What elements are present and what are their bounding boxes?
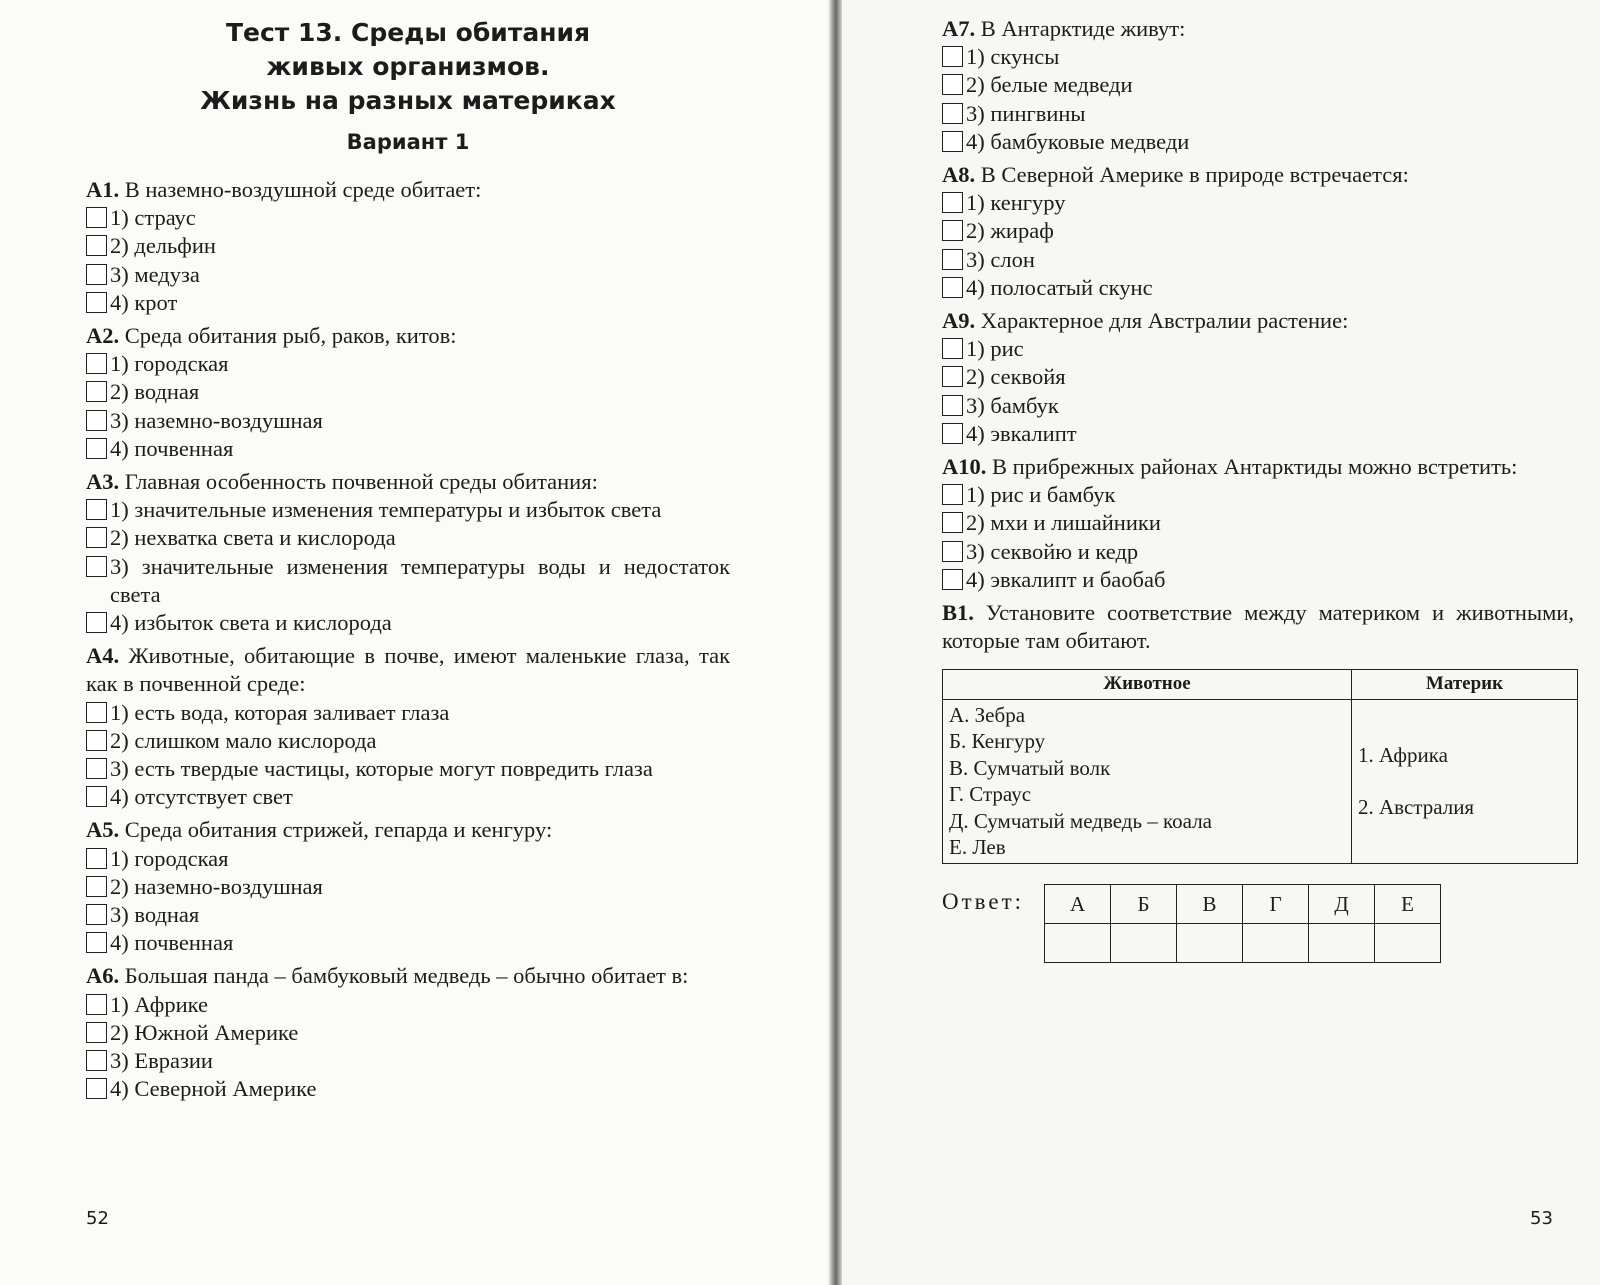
question-number: A7. [942, 16, 976, 41]
checkbox-icon[interactable] [942, 46, 963, 67]
question-number: A3. [86, 469, 120, 495]
animal-cell [943, 699, 1352, 863]
answer-option[interactable] [86, 699, 730, 727]
option-label: 1) Африке [110, 991, 208, 1017]
answer-option[interactable] [86, 1047, 730, 1075]
option-label: 4) почвенная [110, 435, 234, 461]
answer-letter: Г [1243, 884, 1309, 923]
question-a5 [86, 816, 730, 957]
checkbox-icon[interactable] [86, 730, 107, 751]
question-text [86, 816, 730, 844]
answer-option[interactable] [86, 783, 730, 811]
option-label: 1) значительные изменения температуры и избыток света [110, 497, 662, 523]
animal-item: В. Сумчатый волк [949, 755, 1111, 780]
option-label: 4) Северной Америке [110, 1076, 317, 1102]
checkbox-icon[interactable] [86, 292, 107, 313]
answer-input-cell[interactable] [1045, 923, 1111, 962]
answer-option[interactable] [942, 420, 1574, 448]
continent-item: 1. Африка [1358, 742, 1448, 767]
checkbox-icon[interactable] [86, 876, 107, 897]
continent-cell [1352, 699, 1578, 863]
option-label: 2) Южной Америке [110, 1019, 299, 1045]
checkbox-icon[interactable] [86, 758, 107, 779]
question-body: Среда обитания стрижей, гепарда и кенгуру: [124, 817, 553, 843]
checkbox-icon[interactable] [942, 484, 963, 505]
checkbox-icon[interactable] [86, 438, 107, 459]
question-number: B1. [942, 600, 974, 626]
answer-option[interactable] [86, 755, 730, 783]
question-text [942, 161, 1574, 189]
answer-option[interactable] [86, 261, 730, 289]
animal-item: А. Зебра [949, 702, 1026, 727]
option-label: 1) страус [110, 205, 196, 231]
answer-option[interactable] [942, 274, 1574, 302]
answer-option[interactable] [86, 350, 730, 378]
checkbox-icon[interactable] [86, 381, 107, 402]
answer-option[interactable] [942, 128, 1574, 156]
answer-option[interactable] [942, 566, 1574, 594]
question-number: A9. [942, 308, 976, 334]
answer-option[interactable] [86, 727, 730, 755]
question-number: A10. [942, 454, 987, 480]
checkbox-icon[interactable] [86, 1078, 107, 1099]
checkbox-icon[interactable] [86, 1022, 107, 1043]
checkbox-icon[interactable] [942, 220, 963, 241]
answer-option[interactable] [86, 232, 730, 260]
answer-letter: Д [1309, 884, 1375, 923]
option-label: 1) рис и бамбук [966, 482, 1116, 508]
question-body: Большая панда – бамбуковый медведь – обычно обитает в: [124, 963, 689, 989]
test-title [86, 16, 730, 118]
option-label: 1) есть вода, которая заливает глаза [110, 699, 450, 725]
question-text [942, 15, 1574, 43]
checkbox-icon[interactable] [942, 541, 963, 562]
checkbox-icon[interactable] [86, 353, 107, 374]
answer-input-cell[interactable] [1177, 923, 1243, 962]
answer-letter: Е [1375, 884, 1441, 923]
question-number: A8. [942, 162, 976, 188]
question-a10 [942, 453, 1574, 594]
answer-option[interactable] [86, 407, 730, 435]
answer-grid [1044, 884, 1441, 963]
checkbox-icon[interactable] [86, 786, 107, 807]
answer-option[interactable] [86, 873, 730, 901]
answer-letter: А [1045, 884, 1111, 923]
checkbox-icon[interactable] [86, 527, 107, 548]
checkbox-icon[interactable] [942, 569, 963, 590]
question-body: Установите соответствие между материком и животными, которые там обитают. [942, 600, 1574, 654]
answer-option[interactable] [942, 538, 1574, 566]
answer-option[interactable] [942, 392, 1574, 420]
answer-option[interactable] [86, 204, 730, 232]
right-questions [942, 15, 1574, 594]
checkbox-icon[interactable] [942, 512, 963, 533]
option-label: 3) водная [110, 902, 200, 928]
option-label: 4) крот [110, 289, 178, 315]
answer-label: Ответ: [942, 888, 1025, 914]
question-b1 [942, 599, 1574, 963]
checkbox-icon[interactable] [86, 499, 107, 520]
option-label: 3) слон [966, 246, 1035, 272]
option-label: 4) бамбуковые медведи [966, 128, 1190, 154]
option-label: 2) водная [110, 379, 200, 405]
answer-option[interactable] [86, 1075, 730, 1103]
option-label: 2) секвойя [966, 364, 1066, 390]
option-label: 4) эвкалипт [966, 420, 1077, 446]
checkbox-icon[interactable] [86, 904, 107, 925]
checkbox-icon[interactable] [942, 423, 963, 444]
option-label: 2) слишком мало кислорода [110, 727, 377, 753]
checkbox-icon[interactable] [86, 207, 107, 228]
answer-section [942, 884, 1574, 963]
option-label: 3) Евразии [110, 1048, 213, 1074]
checkbox-icon[interactable] [86, 556, 107, 577]
checkbox-icon[interactable] [86, 1050, 107, 1071]
animal-item: Д. Сумчатый медведь – коала [949, 808, 1212, 833]
animal-item: Г. Страус [949, 782, 1032, 807]
question-text [942, 453, 1574, 481]
checkbox-icon[interactable] [86, 932, 107, 953]
checkbox-icon[interactable] [942, 249, 963, 270]
question-a6 [86, 962, 730, 1103]
question-text [942, 307, 1574, 335]
checkbox-icon[interactable] [942, 74, 963, 95]
answer-input-cell[interactable] [1243, 923, 1309, 962]
page-number-left: 52 [86, 1208, 109, 1229]
answer-option[interactable] [86, 496, 730, 524]
option-label: 3) пингвины [966, 100, 1086, 126]
checkbox-icon[interactable] [942, 366, 963, 387]
question-text [86, 642, 730, 698]
checkbox-icon[interactable] [86, 410, 107, 431]
question-body: В наземно-воздушной среде обитает: [124, 177, 482, 202]
answer-option[interactable] [942, 71, 1574, 99]
option-label: 2) дельфин [110, 233, 216, 259]
question-text [86, 962, 730, 990]
question-number: A5. [86, 817, 120, 843]
option-label: 2) мхи и лишайники [966, 510, 1161, 536]
checkbox-icon[interactable] [942, 192, 963, 213]
question-body: В Антарктиде живут: [980, 16, 1186, 41]
answer-option[interactable] [86, 901, 730, 929]
question-body: Среда обитания рыб, раков, китов: [124, 323, 457, 349]
answer-option[interactable] [86, 991, 730, 1019]
answer-option[interactable] [942, 43, 1574, 71]
answer-option[interactable] [86, 289, 730, 317]
answer-option[interactable] [942, 509, 1574, 537]
question-number: A2. [86, 323, 120, 349]
question-body: Главная особенность почвенной среды обитания: [124, 469, 598, 495]
checkbox-icon[interactable] [86, 612, 107, 633]
option-label: 2) жираф [966, 218, 1054, 244]
answer-option[interactable] [86, 609, 730, 637]
option-label: 4) избыток света и кислорода [110, 610, 392, 636]
question-number: A1. [86, 177, 120, 202]
answer-option[interactable] [942, 189, 1574, 217]
animal-item: Б. Кенгуру [949, 729, 1046, 754]
question-text [86, 176, 730, 204]
option-label: 4) почвенная [110, 930, 234, 956]
option-label: 1) скунсы [966, 44, 1060, 70]
option-label: 1) городская [110, 351, 229, 377]
question-a8 [942, 161, 1574, 302]
option-label: 1) городская [110, 845, 229, 871]
checkbox-icon[interactable] [86, 702, 107, 723]
option-label: 3) значительные изменения температуры воды и недостаток света [110, 553, 730, 607]
question-a1 [86, 176, 730, 317]
matching-table [942, 669, 1578, 864]
page-number-right: 53 [1530, 1208, 1553, 1229]
question-a2 [86, 322, 730, 463]
question-number: A6. [86, 963, 120, 989]
option-label: 1) рис [966, 336, 1024, 362]
question-body: Характерное для Австралии растение: [980, 308, 1349, 334]
right-question-list [942, 15, 1574, 968]
column-header-animal: Животное [943, 670, 1352, 700]
variant-heading: Вариант 1 [346, 130, 470, 154]
checkbox-icon[interactable] [942, 131, 963, 152]
option-label: 3) бамбук [966, 392, 1059, 418]
title-line: Жизнь на разных материках [200, 86, 616, 115]
checkbox-icon[interactable] [86, 235, 107, 256]
option-label: 2) нехватка света и кислорода [110, 525, 396, 551]
option-label: 4) эвкалипт и баобаб [966, 566, 1166, 592]
question-body: Животные, обитающие в почве, имеют маленькие глаза, так как в почвенной среде: [86, 643, 731, 697]
column-header-continent: Материк [1352, 670, 1578, 700]
checkbox-icon[interactable] [942, 103, 963, 124]
question-a4 [86, 642, 730, 811]
question-a9 [942, 307, 1574, 448]
question-text [86, 468, 730, 496]
answer-option[interactable] [86, 929, 730, 957]
answer-option[interactable] [86, 845, 730, 873]
checkbox-icon[interactable] [942, 338, 963, 359]
option-label: 3) есть твердые частицы, которые могут повредить глаза [110, 756, 653, 782]
checkbox-icon[interactable] [942, 395, 963, 416]
continent-item: 2. Австралия [1358, 795, 1475, 820]
answer-option[interactable] [942, 481, 1574, 509]
question-text [942, 599, 1574, 655]
option-label: 4) полосатый скунс [966, 274, 1153, 300]
checkbox-icon[interactable] [942, 277, 963, 298]
answer-option[interactable] [86, 435, 730, 463]
title-line: живых организмов. [266, 52, 550, 81]
question-number: A4. [86, 643, 120, 669]
question-body: В прибрежных районах Антарктиды можно встретить: [992, 454, 1518, 480]
checkbox-icon[interactable] [86, 264, 107, 285]
checkbox-icon[interactable] [86, 994, 107, 1015]
answer-option[interactable] [942, 246, 1574, 274]
question-text [86, 322, 730, 350]
answer-option[interactable] [942, 217, 1574, 245]
answer-option[interactable] [86, 524, 730, 552]
answer-input-cell[interactable] [1111, 923, 1177, 962]
answer-input-cell[interactable] [1375, 923, 1441, 962]
option-label: 2) белые медведи [966, 72, 1133, 98]
answer-option[interactable] [86, 378, 730, 406]
answer-input-cell[interactable] [1309, 923, 1375, 962]
answer-letter: В [1177, 884, 1243, 923]
answer-option[interactable] [942, 100, 1574, 128]
option-label: 3) секвойю и кедр [966, 538, 1139, 564]
answer-letter: Б [1111, 884, 1177, 923]
option-label: 1) кенгуру [966, 190, 1066, 216]
option-label: 4) отсутствует свет [110, 784, 293, 810]
answer-option[interactable] [86, 1019, 730, 1047]
checkbox-icon[interactable] [86, 848, 107, 869]
option-label: 3) наземно-воздушная [110, 407, 323, 433]
title-line: Тест 13. Среды обитания [225, 18, 591, 47]
option-label: 3) медуза [110, 261, 200, 287]
question-a3 [86, 468, 730, 637]
question-body: В Северной Америке в природе встречается: [980, 162, 1409, 188]
animal-item: Е. Лев [949, 835, 1006, 860]
answer-option[interactable] [942, 363, 1574, 391]
answer-option[interactable] [86, 553, 730, 609]
option-label: 2) наземно-воздушная [110, 873, 323, 899]
answer-option[interactable] [942, 335, 1574, 363]
question-a7 [942, 15, 1574, 156]
left-question-list [86, 176, 730, 1109]
